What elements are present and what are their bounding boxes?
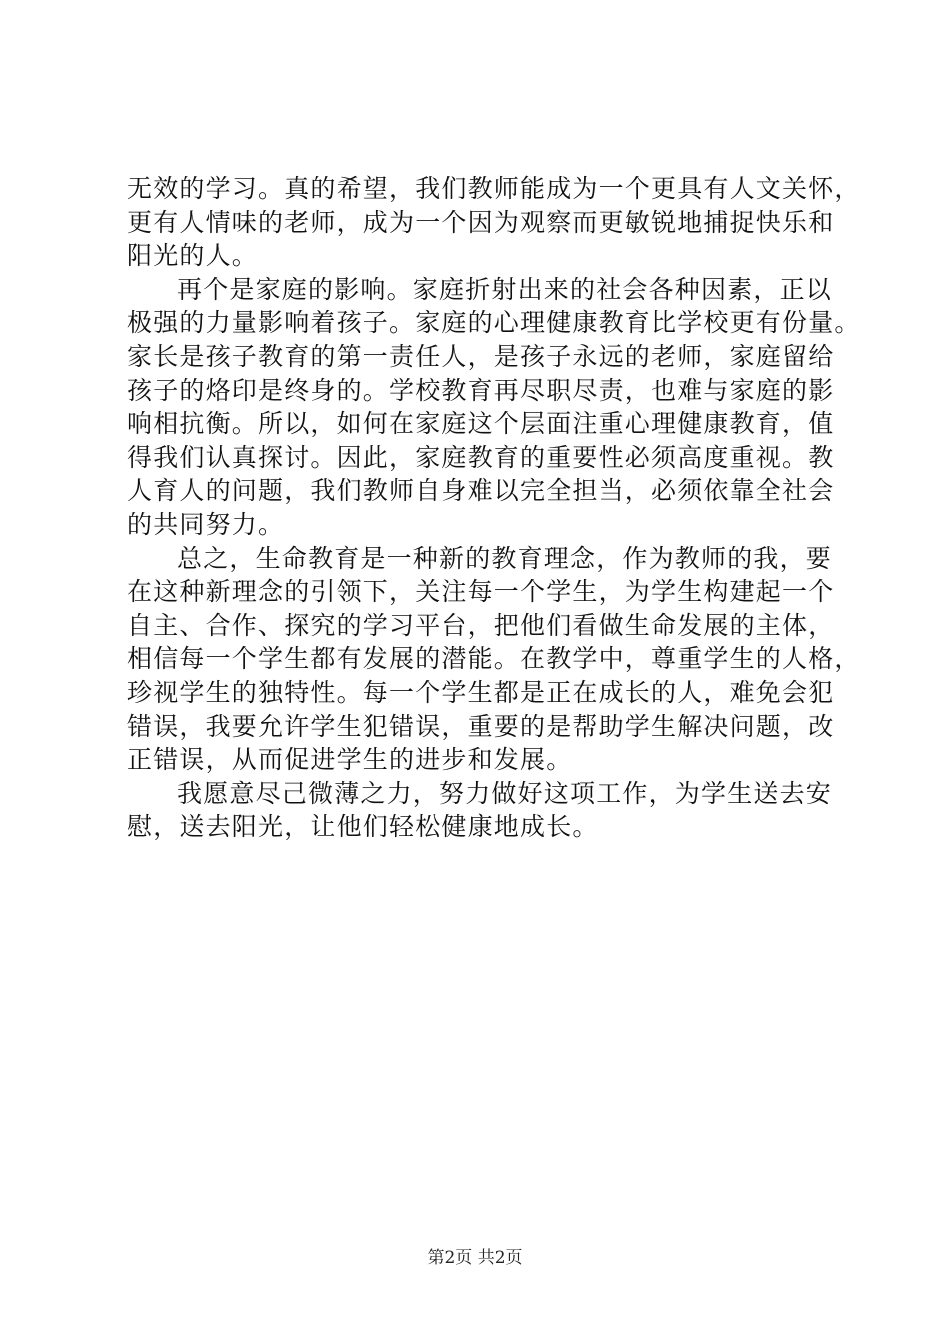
page-footer: 第2页 共2页 bbox=[427, 1248, 523, 1268]
text-line: 阳光的人。 bbox=[127, 241, 259, 271]
text-line: 自主、合作、探究的学习平台，把他们看做生命发展的主体， bbox=[127, 610, 835, 640]
text-line: 孩子的烙印是终身的。学校教育再尽职尽责，也难与家庭的影 bbox=[127, 375, 835, 405]
text-line-paragraph-start: 我愿意尽己微薄之力，努力做好这项工作，为学生送去安 bbox=[177, 778, 833, 808]
text-line-paragraph-start: 总之，生命教育是一种新的教育理念，作为教师的我，要 bbox=[177, 543, 833, 573]
text-line: 家长是孩子教育的第一责任人，是孩子永远的老师，家庭留给 bbox=[127, 341, 835, 371]
text-line: 得我们认真探讨。因此，家庭教育的重要性必须高度重视。教 bbox=[127, 442, 835, 472]
document-body bbox=[127, 172, 861, 844]
text-line: 人育人的问题，我们教师自身难以完全担当，必须依靠全社会 bbox=[127, 476, 835, 506]
text-line: 的共同努力。 bbox=[127, 509, 285, 539]
text-line: 极强的力量影响着孩子。家庭的心理健康教育比学校更有份量。 bbox=[127, 308, 861, 338]
text-line-paragraph-start: 再个是家庭的影响。家庭折射出来的社会各种因素，正以 bbox=[177, 274, 833, 304]
text-line: 相信每一个学生都有发展的潜能。在教学中，尊重学生的人格， bbox=[127, 644, 861, 674]
text-line: 珍视学生的独特性。每一个学生都是正在成长的人，难免会犯 bbox=[127, 677, 835, 707]
text-line: 在这种新理念的引领下，关注每一个学生，为学生构建起一个 bbox=[127, 577, 835, 607]
text-line: 错误，我要允许学生犯错误，重要的是帮助学生解决问题，改 bbox=[127, 711, 835, 741]
text-line: 响相抗衡。所以，如何在家庭这个层面注重心理健康教育，值 bbox=[127, 409, 835, 439]
text-line: 无效的学习。真的希望，我们教师能成为一个更具有人文关怀， bbox=[127, 174, 861, 203]
text-line: 慰，送去阳光，让他们轻松健康地成长。 bbox=[127, 812, 599, 842]
text-line: 更有人情味的老师，成为一个因为观察而更敏锐地捕捉快乐和 bbox=[127, 207, 835, 237]
text-line: 正错误，从而促进学生的进步和发展。 bbox=[127, 745, 573, 775]
